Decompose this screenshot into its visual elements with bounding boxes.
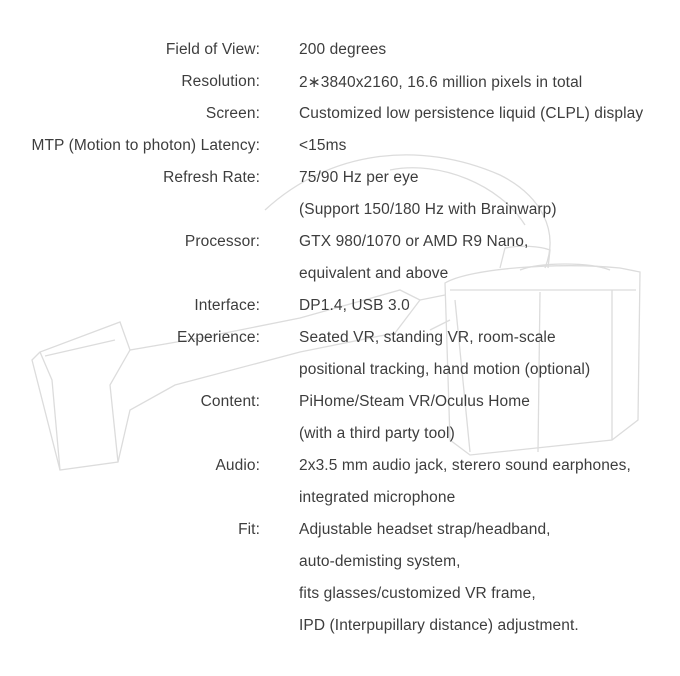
spec-row <box>0 546 680 578</box>
spec-value: 2∗3840x2160, 16.6 million pixels in total <box>299 73 583 91</box>
spec-label: Audio: <box>215 457 260 474</box>
spec-row <box>0 354 680 386</box>
spec-row <box>0 66 680 98</box>
spec-row <box>0 34 680 66</box>
spec-row <box>0 418 680 450</box>
spec-label: Processor: <box>184 233 260 250</box>
spec-row <box>0 258 680 290</box>
spec-value: (Support 150/180 Hz with Brainwarp) <box>299 201 557 218</box>
spec-label: Refresh Rate: <box>163 169 260 186</box>
spec-label: Screen: <box>205 105 260 122</box>
spec-value: auto-demisting system, <box>299 553 461 570</box>
spec-row <box>0 194 680 226</box>
spec-row <box>0 386 680 418</box>
spec-row <box>0 322 680 354</box>
spec-row <box>0 482 680 514</box>
spec-value: GTX 980/1070 or AMD R9 Nano, <box>299 233 529 250</box>
spec-label: Interface: <box>194 297 260 314</box>
spec-row <box>0 162 680 194</box>
spec-row <box>0 514 680 546</box>
spec-row <box>0 290 680 322</box>
spec-label: MTP (Motion to photon) Latency: <box>31 137 260 154</box>
spec-row <box>0 98 680 130</box>
spec-row <box>0 130 680 162</box>
spec-value: equivalent and above <box>299 265 449 282</box>
spec-table <box>0 34 680 642</box>
spec-row <box>0 578 680 610</box>
spec-label: Fit: <box>238 521 260 538</box>
spec-value: (with a third party tool) <box>299 425 455 442</box>
spec-row <box>0 450 680 482</box>
spec-value: 2x3.5 mm audio jack, sterero sound earphones, <box>299 457 631 474</box>
spec-label: Field of View: <box>165 41 260 58</box>
spec-label: Experience: <box>177 329 260 346</box>
spec-label: Resolution: <box>181 73 260 90</box>
spec-label: Content: <box>200 393 260 410</box>
spec-value: 75/90 Hz per eye <box>299 169 419 186</box>
spec-value: Customized low persistence liquid (CLPL) display <box>299 105 644 122</box>
spec-row <box>0 610 680 642</box>
spec-value: 200 degrees <box>299 41 387 58</box>
spec-value: positional tracking, hand motion (optional) <box>299 361 591 378</box>
spec-value: fits glasses/customized VR frame, <box>299 585 536 602</box>
spec-value: <15ms <box>299 137 347 154</box>
spec-value: IPD (Interpupillary distance) adjustment. <box>299 617 579 634</box>
spec-value: Adjustable headset strap/headband, <box>299 521 551 538</box>
spec-value: Seated VR, standing VR, room-scale <box>299 329 556 346</box>
spec-value: DP1.4, USB 3.0 <box>299 297 410 314</box>
spec-value: integrated microphone <box>299 489 456 506</box>
spec-row <box>0 226 680 258</box>
spec-value: PiHome/Steam VR/Oculus Home <box>299 393 530 410</box>
